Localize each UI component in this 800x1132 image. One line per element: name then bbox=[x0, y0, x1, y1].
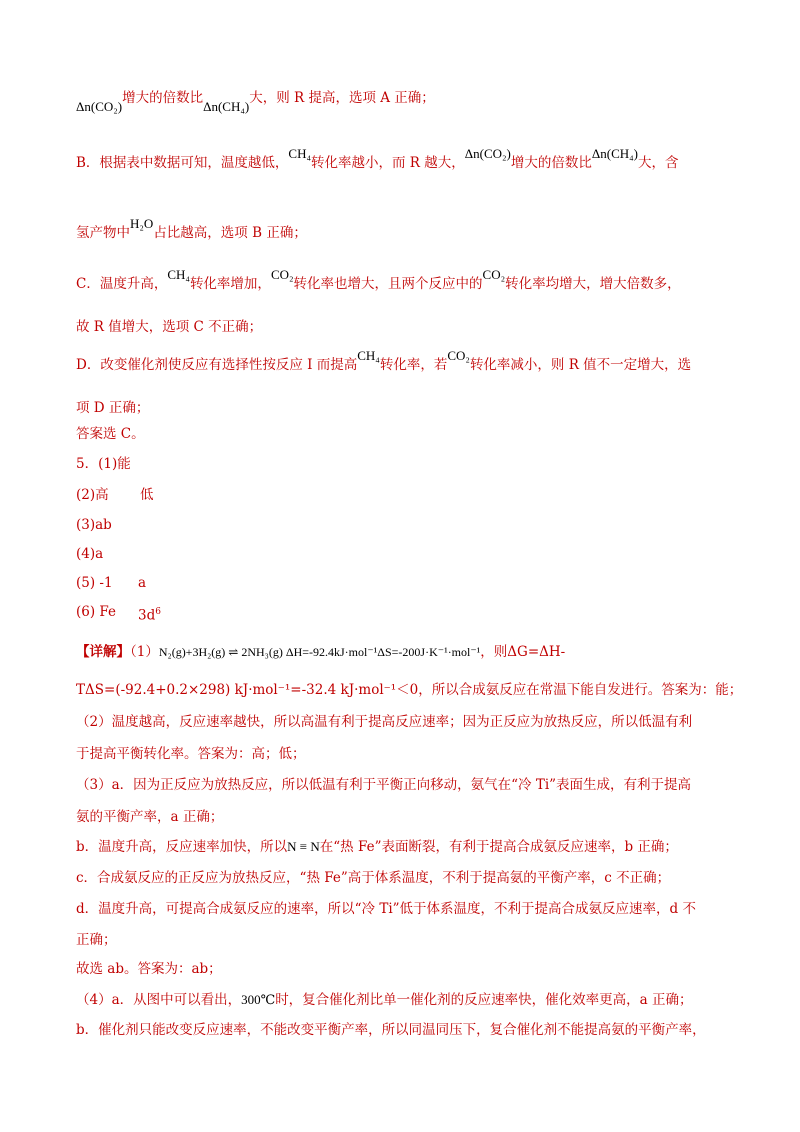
text-line: c．合成氨反应的正反应为放热反应，“热 Fe”高于体系温度，不利于提高氨的平衡产率，c 不正确； bbox=[76, 870, 671, 886]
text-line: TΔS=(-92.4+0.2×298) kJ·mol⁻¹=-32.4 kJ·mol⁻¹＜0，所以合成氨反应在常温下能自发进行。答案为：能； bbox=[76, 682, 743, 698]
text-segment: 增大的倍数比 bbox=[510, 155, 592, 171]
formula-dn-ch4: Δn(CH₄) bbox=[591, 146, 638, 161]
formula-dn-ch4: Δn(CH₄) bbox=[203, 99, 250, 114]
text-line: 于提高平衡转化率。答案为：高；低； bbox=[76, 746, 306, 762]
answer-part: 低 bbox=[140, 487, 154, 503]
text-line: 故选 ab。答案为：ab； bbox=[76, 961, 222, 977]
answer-1: 5．(1)能 bbox=[76, 456, 131, 472]
text-segment: （1） bbox=[130, 644, 159, 660]
text-segment: （4）a．从图中可以看出， bbox=[76, 992, 242, 1008]
answer-3: (3)ab bbox=[76, 517, 112, 533]
text-segment: 转化率减小，则 R 值不一定增大，选 bbox=[469, 357, 692, 373]
text-line: 氨的平衡产率，a 正确； bbox=[76, 809, 224, 825]
text-line bbox=[76, 348, 730, 374]
text-segment: 转化率，若 bbox=[379, 357, 448, 373]
text-line bbox=[76, 216, 730, 242]
superscript: 6 bbox=[155, 607, 161, 617]
answer-part: (5) -1 bbox=[76, 575, 113, 591]
formula-temperature: 300℃ bbox=[241, 992, 276, 1007]
answer-part: (2)高 bbox=[76, 487, 109, 503]
text-line: 正确； bbox=[76, 932, 117, 948]
answer-2 bbox=[76, 486, 730, 504]
formula-co2: CO₂ bbox=[447, 348, 470, 363]
formula-ch4: CH₄ bbox=[167, 267, 190, 282]
text-line: 项 D 正确； bbox=[76, 400, 150, 416]
text-segment: 氢产物中 bbox=[76, 225, 130, 241]
formula-co2: CO₂ bbox=[482, 267, 506, 282]
text-line: （2）温度越高，反应速率越快，所以高温有利于提高反应速率；因为正反应为放热反应，所以低温有利 bbox=[76, 714, 693, 730]
text-line: 答案选 C。 bbox=[76, 426, 145, 442]
text-segment: 转化率增加， bbox=[189, 276, 271, 292]
detail-line bbox=[76, 643, 730, 661]
formula-co2: CO₂ bbox=[270, 267, 294, 282]
answer-part: 3d bbox=[138, 607, 156, 624]
text-segment: 转化率也增大，且两个反应中的 bbox=[293, 276, 483, 292]
text-line: b．催化剂只能改变反应速率，不能改变平衡产率，所以同温同压下，复合催化剂不能提高氨的平衡产率， bbox=[76, 1022, 706, 1038]
text-line bbox=[76, 146, 730, 172]
formula-triple-bond: N ≡ N bbox=[287, 839, 320, 854]
text-line bbox=[76, 991, 730, 1009]
text-line bbox=[76, 267, 730, 293]
answer-5 bbox=[76, 574, 730, 592]
text-segment: D．改变催化剂使反应有选择性按反应 I 而提高 bbox=[76, 357, 358, 373]
formula-dn-co2: Δn(CO₂) bbox=[464, 146, 511, 161]
text-segment: 大，含 bbox=[637, 155, 679, 171]
text-line: （3）a．因为正反应为放热反应，所以低温有利于平衡正向移动，氨气在“冷 Ti”表面生成，有利于提高 bbox=[76, 777, 692, 793]
formula-h2o: H₂O bbox=[130, 216, 154, 231]
text-segment: 转化率越小，而 R 越大， bbox=[311, 155, 465, 171]
answer-4: (4)a bbox=[76, 546, 104, 562]
text-segment: 时，复合催化剂比单一催化剂的反应速率快，催化效率更高，a 正确； bbox=[275, 992, 693, 1008]
text-line: d．温度升高，可提高合成氨反应的速率，所以“冷 Ti”低于体系温度，不利于提高合成氨反应速率，d 不 bbox=[76, 901, 696, 917]
formula-dn-co2: Δn(CO₂) bbox=[76, 99, 123, 114]
text-segment: 在“热 Fe”表面断裂，有利于提高合成氨反应速率，b 正确； bbox=[319, 839, 678, 855]
text-line bbox=[76, 838, 730, 856]
text-line bbox=[76, 90, 730, 116]
detail-tag: 【详解】 bbox=[76, 644, 130, 660]
text-segment: 占比越高，选项 B 正确； bbox=[153, 225, 307, 241]
text-segment: b．温度升高，反应速率加快，所以 bbox=[76, 839, 288, 855]
text-segment: B．根据表中数据可知，温度越低， bbox=[76, 155, 289, 171]
formula-ch4: CH₄ bbox=[357, 348, 380, 363]
formula-ch4: CH₄ bbox=[288, 146, 312, 161]
formula-reaction: N₂(g)+3H₂(g) ⇌ 2NH₃(g) ΔH=-92.4kJ·mol⁻¹ΔS=-200J·K⁻¹·mol⁻¹ bbox=[158, 645, 481, 659]
text-segment: ，则ΔG=ΔH- bbox=[480, 644, 566, 660]
text-segment: C．温度升高， bbox=[76, 276, 168, 292]
answer-part: a bbox=[138, 575, 147, 591]
answer-part bbox=[138, 603, 161, 625]
text-segment: 转化率均增大，增大倍数多， bbox=[505, 276, 681, 292]
text-line: 故 R 值增大，选项 C 不正确； bbox=[76, 319, 263, 335]
text-segment: 大，则 R 提高，选项 A 正确； bbox=[249, 90, 435, 106]
answer-6 bbox=[76, 603, 730, 624]
answer-part: (6) Fe bbox=[76, 604, 117, 620]
text-segment: 增大的倍数比 bbox=[122, 90, 204, 106]
